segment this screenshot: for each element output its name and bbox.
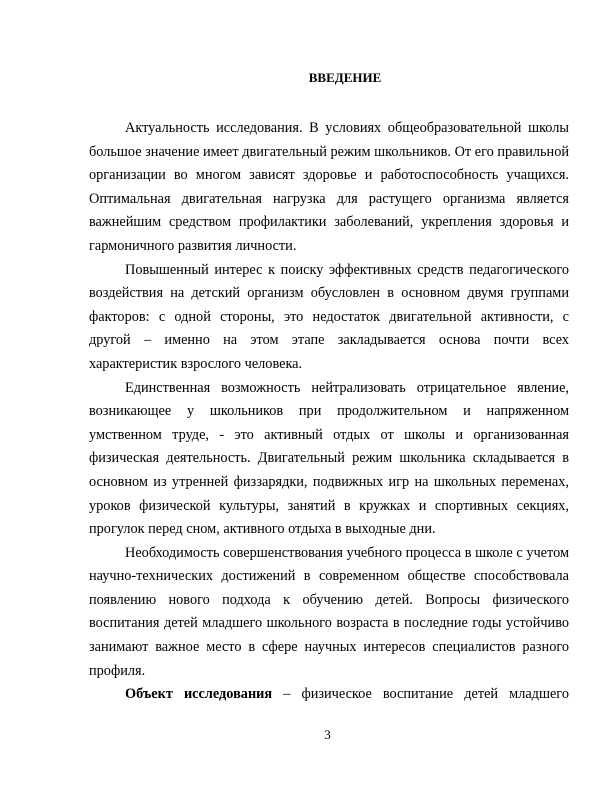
object-word: Объект — [125, 686, 173, 703]
dash-word: – — [283, 686, 291, 703]
page-title: ВВЕДЕНИЕ — [308, 70, 382, 85]
education-word: воспитание — [382, 686, 454, 703]
body-text — [89, 117, 569, 707]
page-number: 3 — [324, 727, 331, 742]
paragraph-activity: Единственная возможность нейтрализовать отрицательное явление, возникающее у школьников при продолжительном и напряженном умственном труде, - это активный отдых от школы и организованная физическая деятельность. Двигательный режим школьника складывается в основном из утренней физзарядки, подвижных игр на школьных переменах, уроков физической культуры, занятий в кружках и спортивных секциях, прогулок перед сном, активного отдыха в выходные дни. — [89, 379, 569, 538]
paragraph-interest: Повышенный интерес к поиску эффективных средств педагогического воздействия на детский организм обусловлен в основном двумя группами факторов: с одной стороны, это недостаток двигательной активности, с другой – именно на этом этапе закладывается основа почти всех характеристик взрослого человека. — [89, 261, 569, 372]
physical-word: физическое — [301, 686, 372, 703]
junior-word: младшего — [509, 686, 569, 703]
children-word: детей — [464, 686, 499, 703]
research-word: исследования — [183, 686, 273, 703]
paragraph-object-start — [89, 683, 569, 707]
paragraph-necessity: Необходимость совершенствования учебного процесса в школе с учетом научно-технических достижений в современном обществе способствовала появлению нового подхода к обучению детей. Вопросы физического воспитания детей младшего школьного возраста в последние годы устойчиво занимают важное место в сфере научных интересов специалистов разного профиля. — [89, 544, 569, 679]
paragraph-relevance: Актуальность исследования. В условиях общеобразовательной школы большое значение имеет двигательный режим школьников. От его правильной организации во многом зависят здоровье и работоспособность учащихся. Оптимальная двигательная нагрузка для растущего организма является важнейшим средством профилактики заболеваний, укрепления здоровья и гармоничного развития личности. — [89, 120, 569, 254]
